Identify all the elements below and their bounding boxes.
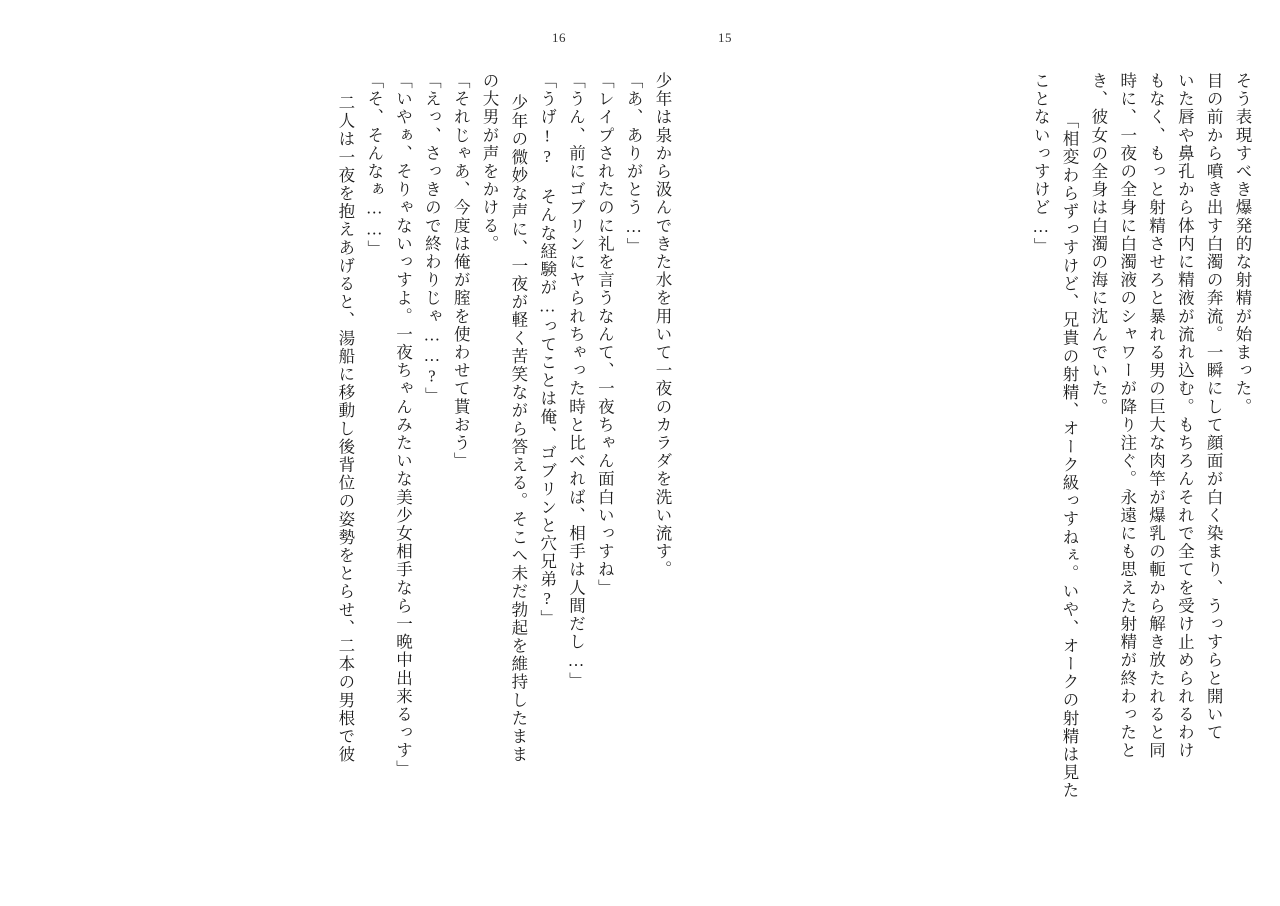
page-body-15 xyxy=(690,72,1250,872)
text-column: 「相変わらずっすけど、兄貴の射精、オーク級っすねぇ。いや、オークの射精は見た xyxy=(1060,112,1080,800)
text-column: 少年は泉から汲んできた水を用いて一夜のカラダを洗い流す。 xyxy=(653,72,672,579)
text-column: 目の前から噴き出す白濁の奔流。一瞬にして顔面が白く染まり、うっすらと開いて xyxy=(1204,72,1224,742)
text-column: き、彼女の全身は白濁の海に沈んでいた。 xyxy=(1088,72,1108,416)
text-column: 「あ、ありがとう…」 xyxy=(624,72,644,256)
text-column: 「うん、前にゴブリンにヤられちゃった時と比べれば、相手は人間だし…」 xyxy=(566,72,586,690)
page-body-16 xyxy=(30,72,670,872)
text-column: 「いやぁ、そりゃないっすよ。一夜ちゃんみたいな美少女相手なら一晩中出来るっす」 xyxy=(393,72,413,778)
text-column: 少年の微妙な声に、一夜が軽く苦笑ながら答える。そこへ未だ勃起を維持したまま xyxy=(508,94,528,764)
text-column: 「うげ!? そんな経験が…ってことは俺、ゴブリンと穴兄弟?」 xyxy=(537,72,557,628)
text-column: そう表現すべき爆発的な射精が始まった。 xyxy=(1233,72,1252,416)
text-column: 二人は一夜を抱えあげると、湯船に移動し後背位の姿勢をとらせ、二本の男根で彼 xyxy=(335,94,355,764)
text-column: 「それじゃあ、今度は俺が腟を使わせて貰おう」 xyxy=(451,72,471,471)
text-column: の大男が声をかける。 xyxy=(480,72,500,253)
text-column: 時に、一夜の全身に白濁液のシャワーが降り注ぐ。永遠にも思えた射精が終わったと xyxy=(1117,72,1137,760)
page-number-row xyxy=(0,30,1280,50)
text-column: 「えっ、さっきので終わりじゃ……?」 xyxy=(422,72,442,406)
text-column: もなく、もっと射精させろと暴れる男の巨大な肉竿が爆乳の軛から解き放たれると同 xyxy=(1146,72,1166,760)
text-column: いた唇や鼻孔から体内に精液が流れ込む。もちろんそれで全てを受け止められるわけ xyxy=(1175,72,1195,760)
text-column: ことないっすけど…」 xyxy=(1031,72,1051,256)
page-number-right: 15 xyxy=(718,30,732,45)
text-column: 「そ、そんなぁ……」 xyxy=(364,72,384,258)
text-column: 「レイプされたのに礼を言うなんて、一夜ちゃん面白いっすね」 xyxy=(595,72,615,597)
page-number-left: 16 xyxy=(552,30,566,45)
